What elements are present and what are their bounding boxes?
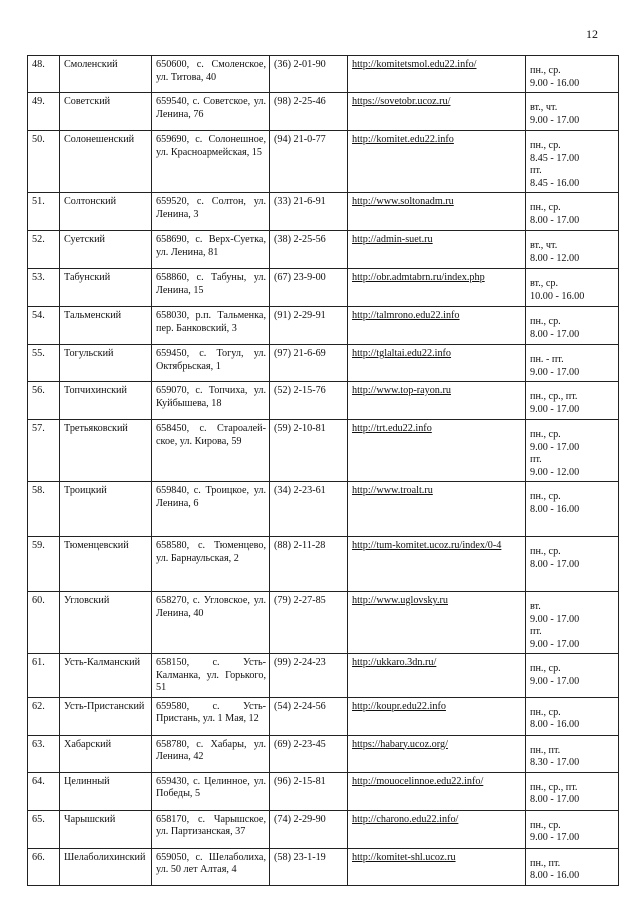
district-name: Суетский bbox=[60, 231, 152, 269]
website-cell bbox=[348, 93, 526, 131]
phone-cell: (91) 2-29-91 bbox=[270, 307, 348, 345]
row-number: 49. bbox=[28, 93, 60, 131]
hours-cell bbox=[526, 269, 619, 307]
address-cell: 659540, с. Советское, ул. Ленина, 76 bbox=[152, 93, 270, 131]
phone-cell: (79) 2-27-85 bbox=[270, 592, 348, 654]
phone-cell: (59) 2-10-81 bbox=[270, 420, 348, 482]
row-number: 51. bbox=[28, 193, 60, 231]
website-link[interactable]: http://trt.edu22.info bbox=[352, 423, 432, 434]
website-cell bbox=[348, 735, 526, 772]
website-cell bbox=[348, 56, 526, 93]
table-row bbox=[28, 772, 619, 810]
table-row bbox=[28, 93, 619, 131]
website-cell bbox=[348, 345, 526, 382]
website-cell bbox=[348, 307, 526, 345]
address-cell: 658860, с. Табуны, ул. Ленина, 15 bbox=[152, 269, 270, 307]
district-name: Третьяковский bbox=[60, 420, 152, 482]
phone-cell: (94) 21-0-77 bbox=[270, 131, 348, 193]
phone-cell: (54) 2-24-56 bbox=[270, 697, 348, 735]
hours-cell bbox=[526, 848, 619, 885]
address-cell: 659050, с. Шелаболиха, ул. 50 лет Алтая, 4 bbox=[152, 848, 270, 885]
hours-line: пн., ср. bbox=[530, 65, 561, 76]
district-name: Табунский bbox=[60, 269, 152, 307]
district-name: Тюменцевский bbox=[60, 537, 152, 592]
phone-cell: (58) 23-1-19 bbox=[270, 848, 348, 885]
website-cell bbox=[348, 131, 526, 193]
hours-line: пн. - пт. bbox=[530, 354, 564, 365]
address-cell: 658030, р.п. Тальменка, пер. Банковский, 3 bbox=[152, 307, 270, 345]
row-number: 57. bbox=[28, 420, 60, 482]
hours-cell bbox=[526, 131, 619, 193]
website-cell bbox=[348, 382, 526, 420]
district-name: Солонешенский bbox=[60, 131, 152, 193]
website-cell bbox=[348, 654, 526, 698]
phone-cell: (52) 2-15-76 bbox=[270, 382, 348, 420]
website-link[interactable]: http://tum-komitet.ucoz.ru/index/0-4 bbox=[352, 540, 502, 551]
website-link[interactable]: http://www.troalt.ru bbox=[352, 485, 433, 496]
website-cell bbox=[348, 537, 526, 592]
address-cell: 659520, с. Солтон, ул. Ленина, 3 bbox=[152, 193, 270, 231]
district-name: Хабарский bbox=[60, 735, 152, 772]
hours-line: пн., ср. bbox=[530, 706, 561, 718]
district-name: Усть-Пристанский bbox=[60, 697, 152, 735]
hours-line: 8.00 - 12.00 bbox=[530, 252, 580, 264]
website-link[interactable]: http://talmrono.edu22.info bbox=[352, 310, 460, 321]
website-link[interactable]: http://ukkaro.3dn.ru/ bbox=[352, 657, 437, 668]
website-cell bbox=[348, 697, 526, 735]
address-cell: 658150, с. Усть-Калманка, ул. Горького, 51 bbox=[152, 654, 270, 698]
hours-line: пн., пт. bbox=[530, 744, 561, 756]
hours-cell bbox=[526, 56, 619, 93]
website-cell bbox=[348, 482, 526, 537]
website-cell bbox=[348, 269, 526, 307]
website-link[interactable]: https://sovetobr.ucoz.ru/ bbox=[352, 96, 451, 107]
page-number: 12 bbox=[586, 27, 598, 41]
hours-cell bbox=[526, 420, 619, 482]
district-name: Шелаболихинский bbox=[60, 848, 152, 885]
website-link[interactable]: http://www.uglovsky.ru bbox=[352, 595, 449, 606]
table-row bbox=[28, 654, 619, 698]
hours-line: пн., ср., пт. bbox=[530, 391, 578, 402]
website-link[interactable]: http://koupr.edu22.info bbox=[352, 700, 446, 712]
website-cell bbox=[348, 592, 526, 654]
row-number: 60. bbox=[28, 592, 60, 654]
address-cell: 658690, с. Верх-Суетка, ул. Ленина, 81 bbox=[152, 231, 270, 269]
table-row bbox=[28, 307, 619, 345]
district-name: Целинный bbox=[60, 772, 152, 810]
hours-cell bbox=[526, 482, 619, 537]
phone-cell: (98) 2-25-46 bbox=[270, 93, 348, 131]
table-row bbox=[28, 697, 619, 735]
hours-line: вт., ср. bbox=[530, 278, 559, 289]
hours-line: пн., ср. bbox=[530, 316, 561, 327]
phone-cell: (69) 2-23-45 bbox=[270, 735, 348, 772]
phone-cell: (96) 2-15-81 bbox=[270, 772, 348, 810]
address-cell: 650600, с. Смоленское, ул. Титова, 40 bbox=[152, 56, 270, 93]
hours-line: 9.00 - 17.00 bbox=[530, 366, 580, 378]
hours-cell bbox=[526, 307, 619, 345]
hours-cell bbox=[526, 654, 619, 698]
table-row bbox=[28, 56, 619, 93]
website-cell bbox=[348, 848, 526, 885]
hours-line: 8.45 - 17.00 bbox=[530, 152, 580, 164]
hours-line: 8.00 - 16.00 bbox=[530, 870, 580, 881]
hours-line: пт. bbox=[530, 454, 542, 465]
hours-line: 9.00 - 17.00 bbox=[530, 441, 580, 453]
address-cell: 659580, с. Усть-Пристань, ул. 1 Мая, 12 bbox=[152, 697, 270, 735]
website-link[interactable]: http://admin-suet.ru bbox=[352, 234, 433, 245]
hours-line: 9.00 - 17.00 bbox=[530, 613, 580, 625]
table-row bbox=[28, 848, 619, 885]
row-number: 53. bbox=[28, 269, 60, 307]
district-name: Смоленский bbox=[60, 56, 152, 93]
hours-line: 8.00 - 17.00 bbox=[530, 214, 580, 226]
hours-line: 10.00 - 16.00 bbox=[530, 290, 585, 302]
hours-line: пн., ср. bbox=[530, 429, 561, 440]
hours-line: 9.00 - 17.00 bbox=[530, 832, 580, 843]
district-name: Троицкий bbox=[60, 482, 152, 537]
hours-cell bbox=[526, 345, 619, 382]
hours-line: пн., пт. bbox=[530, 857, 561, 869]
hours-cell bbox=[526, 772, 619, 810]
hours-cell bbox=[526, 592, 619, 654]
hours-line: 9.00 - 17.00 bbox=[530, 403, 580, 415]
district-name: Солтонский bbox=[60, 193, 152, 231]
row-number: 50. bbox=[28, 131, 60, 193]
hours-line: пн., ср. bbox=[530, 202, 561, 213]
website-link[interactable]: http://komitet-shl.ucoz.ru bbox=[352, 851, 456, 863]
row-number: 59. bbox=[28, 537, 60, 592]
district-name: Чарышский bbox=[60, 810, 152, 848]
hours-line: вт. bbox=[530, 601, 541, 612]
hours-cell bbox=[526, 231, 619, 269]
hours-line: вт., чт. bbox=[530, 102, 558, 113]
hours-line: 8.00 - 17.00 bbox=[530, 328, 580, 340]
district-name: Тальменский bbox=[60, 307, 152, 345]
website-cell bbox=[348, 810, 526, 848]
district-name: Угловский bbox=[60, 592, 152, 654]
hours-cell bbox=[526, 382, 619, 420]
table-row bbox=[28, 537, 619, 592]
phone-cell: (36) 2-01-90 bbox=[270, 56, 348, 93]
website-link[interactable]: https://habary.ucoz.org/ bbox=[352, 738, 448, 750]
hours-line: пн., ср. bbox=[530, 546, 561, 557]
table-row bbox=[28, 382, 619, 420]
address-cell: 659840, с. Троицкое, ул. Ленина, 6 bbox=[152, 482, 270, 537]
table-row bbox=[28, 131, 619, 193]
row-number: 52. bbox=[28, 231, 60, 269]
table-row bbox=[28, 592, 619, 654]
table-row bbox=[28, 735, 619, 772]
district-name: Советский bbox=[60, 93, 152, 131]
hours-cell bbox=[526, 537, 619, 592]
row-number: 62. bbox=[28, 697, 60, 735]
table-row bbox=[28, 193, 619, 231]
phone-cell: (38) 2-25-56 bbox=[270, 231, 348, 269]
website-link[interactable]: http://charono.edu22.info/ bbox=[352, 813, 459, 825]
hours-line: пн., ср., пт. bbox=[530, 781, 578, 793]
website-cell bbox=[348, 772, 526, 810]
district-name: Усть-Калманский bbox=[60, 654, 152, 698]
hours-line: пт. bbox=[530, 626, 542, 637]
row-number: 56. bbox=[28, 382, 60, 420]
row-number: 63. bbox=[28, 735, 60, 772]
hours-line: 9.00 - 17.00 bbox=[530, 675, 580, 687]
row-number: 48. bbox=[28, 56, 60, 93]
phone-cell: (88) 2-11-28 bbox=[270, 537, 348, 592]
hours-line: пн., ср. bbox=[530, 663, 561, 674]
address-cell: 658170, с. Чарышское, ул. Партизанская, 37 bbox=[152, 810, 270, 848]
district-table bbox=[27, 55, 619, 886]
hours-line: пт. bbox=[530, 165, 542, 176]
district-name: Тогульский bbox=[60, 345, 152, 382]
hours-line: 8.00 - 16.00 bbox=[530, 719, 580, 730]
table-body bbox=[28, 56, 619, 886]
website-cell bbox=[348, 420, 526, 482]
address-cell: 658580, с. Тюменцево, ул. Барнаульская, 2 bbox=[152, 537, 270, 592]
phone-cell: (33) 21-6-91 bbox=[270, 193, 348, 231]
table-row bbox=[28, 269, 619, 307]
hours-cell bbox=[526, 193, 619, 231]
address-cell: 658270, с. Угловское, ул. Ленина, 40 bbox=[152, 592, 270, 654]
website-link[interactable]: http://komitet.edu22.info bbox=[352, 134, 454, 145]
district-name: Топчихинский bbox=[60, 382, 152, 420]
row-number: 61. bbox=[28, 654, 60, 698]
website-cell bbox=[348, 231, 526, 269]
hours-line: 8.00 - 17.00 bbox=[530, 558, 580, 570]
hours-line: 9.00 - 17.00 bbox=[530, 638, 580, 650]
row-number: 65. bbox=[28, 810, 60, 848]
phone-cell: (97) 21-6-69 bbox=[270, 345, 348, 382]
phone-cell: (67) 23-9-00 bbox=[270, 269, 348, 307]
hours-cell bbox=[526, 697, 619, 735]
hours-line: пн., ср. bbox=[530, 819, 561, 831]
row-number: 54. bbox=[28, 307, 60, 345]
hours-line: пн., ср. bbox=[530, 140, 561, 151]
table-row bbox=[28, 345, 619, 382]
hours-line: 8.00 - 17.00 bbox=[530, 794, 580, 805]
address-cell: 658780, с. Хабары, ул. Ленина, 42 bbox=[152, 735, 270, 772]
table-row bbox=[28, 482, 619, 537]
hours-line: 9.00 - 12.00 bbox=[530, 466, 580, 478]
hours-line: 8.45 - 16.00 bbox=[530, 177, 580, 189]
phone-cell: (99) 2-24-23 bbox=[270, 654, 348, 698]
hours-line: 9.00 - 16.00 bbox=[530, 77, 580, 89]
hours-line: пн., ср. bbox=[530, 491, 561, 502]
website-cell bbox=[348, 193, 526, 231]
hours-line: 9.00 - 17.00 bbox=[530, 114, 580, 126]
hours-line: 8.00 - 16.00 bbox=[530, 503, 580, 515]
hours-cell bbox=[526, 93, 619, 131]
website-link[interactable]: http://www.soltonadm.ru bbox=[352, 196, 454, 207]
table-row bbox=[28, 420, 619, 482]
hours-line: вт., чт. bbox=[530, 240, 558, 251]
hours-cell bbox=[526, 735, 619, 772]
phone-cell: (34) 2-23-61 bbox=[270, 482, 348, 537]
phone-cell: (74) 2-29-90 bbox=[270, 810, 348, 848]
row-number: 66. bbox=[28, 848, 60, 885]
address-cell: 659430, с. Целинное, ул. Победы, 5 bbox=[152, 772, 270, 810]
website-link[interactable]: http://www.top-rayon.ru bbox=[352, 385, 451, 396]
website-link[interactable]: http://tglaltai.edu22.info bbox=[352, 348, 452, 359]
hours-cell bbox=[526, 810, 619, 848]
website-link[interactable]: http://obr.admtabrn.ru/index.php bbox=[352, 272, 485, 283]
address-cell: 659070, с. Топчиха, ул. Куйбышева, 18 bbox=[152, 382, 270, 420]
address-cell: 659690, с. Солонешное, ул. Красноармейская, 15 bbox=[152, 131, 270, 193]
website-link[interactable]: http://mouocelinnoe.edu22.info/ bbox=[352, 775, 484, 787]
table-row bbox=[28, 231, 619, 269]
row-number: 55. bbox=[28, 345, 60, 382]
website-link[interactable]: http://komitetsmol.edu22.info/ bbox=[352, 59, 477, 70]
row-number: 64. bbox=[28, 772, 60, 810]
address-cell: 658450, с. Староалей-ское, ул. Кирова, 59 bbox=[152, 420, 270, 482]
hours-line: 8.30 - 17.00 bbox=[530, 757, 580, 768]
row-number: 58. bbox=[28, 482, 60, 537]
table-row bbox=[28, 810, 619, 848]
address-cell: 659450, с. Тогул, ул. Октябрьская, 1 bbox=[152, 345, 270, 382]
